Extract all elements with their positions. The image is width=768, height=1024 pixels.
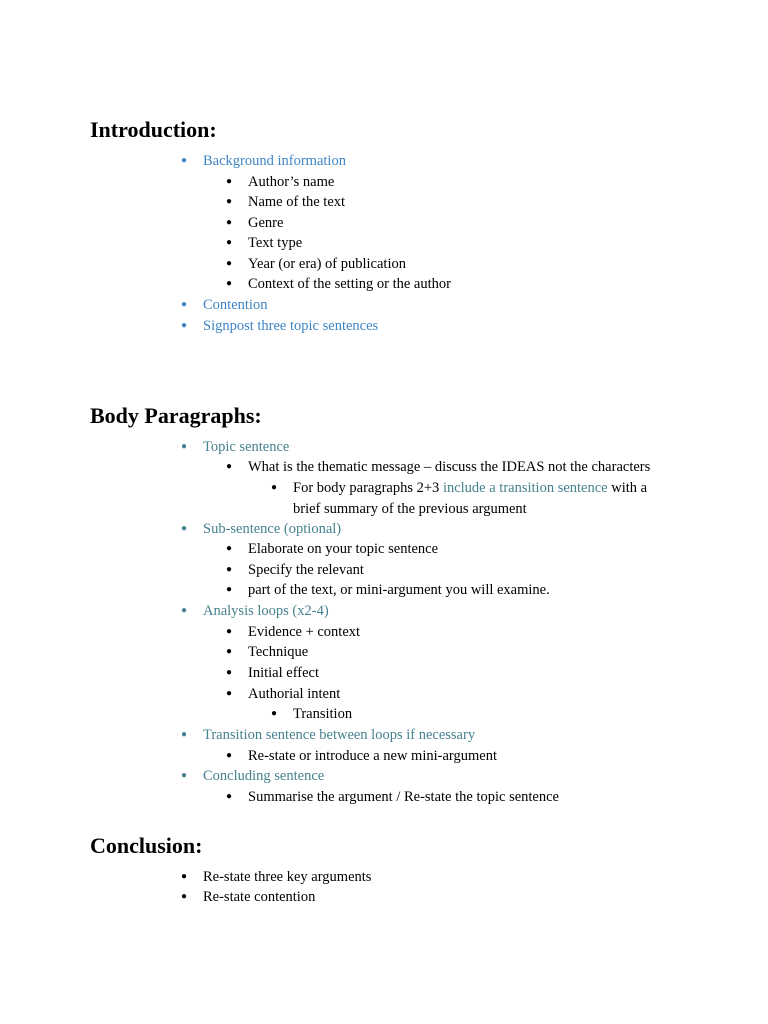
- bullet-icon: ●: [226, 667, 233, 678]
- list-item-label: Genre: [248, 215, 284, 231]
- list-item-label: Concluding sentence: [203, 768, 325, 784]
- list-item-transition-note: [271, 478, 648, 498]
- list-item-technique: [226, 642, 309, 662]
- list-item-context: [226, 274, 451, 294]
- list-item-label: Elaborate on your topic sentence: [248, 541, 439, 557]
- list-item-label: part of the text, or mini-argument you will examine.: [248, 582, 550, 598]
- bullet-icon: ●: [226, 584, 233, 595]
- list-item-label: Authorial intent: [248, 686, 341, 702]
- list-item-label: Signpost three topic sentences: [203, 318, 379, 334]
- conclusion-heading: Conclusion:: [90, 833, 203, 858]
- bullet-icon: ●: [226, 688, 233, 699]
- transition-note-part1: For body paragraphs 2+3: [293, 480, 443, 496]
- bullet-icon: ●: [226, 258, 233, 269]
- list-item-summarise: [226, 787, 559, 807]
- bullet-icon: ●: [181, 299, 188, 310]
- list-item-topic-sentence: [181, 437, 290, 457]
- list-item-part-of-text: [226, 580, 550, 600]
- list-item-label: Transition: [293, 706, 353, 722]
- list-item-label: Contention: [203, 297, 268, 313]
- bullet-icon: ●: [226, 646, 233, 657]
- bullet-icon: ●: [271, 708, 278, 719]
- bullet-icon: ●: [181, 605, 188, 616]
- list-item-contention: [181, 295, 268, 315]
- list-item-text-type: [226, 233, 303, 253]
- bullet-icon: ●: [226, 196, 233, 207]
- list-item-label: Technique: [248, 644, 309, 660]
- list-item-signpost: [181, 316, 379, 336]
- list-item-label: Text type: [248, 235, 303, 251]
- list-item-label: Re-state three key arguments: [203, 869, 372, 885]
- list-item-transition: [271, 704, 353, 724]
- list-item-label: Summarise the argument / Re-state the topic sentence: [248, 789, 559, 805]
- list-item-label: Sub-sentence (optional): [203, 521, 342, 537]
- bullet-icon: ●: [181, 871, 188, 882]
- list-item-genre: [226, 213, 284, 233]
- bullet-icon: ●: [181, 770, 188, 781]
- bullet-icon: ●: [226, 564, 233, 575]
- list-item-restate-mini-argument: [226, 746, 497, 766]
- list-item-thematic-message: [226, 457, 651, 477]
- list-item-year-of-publication: [226, 254, 406, 274]
- body-paragraphs-heading: Body Paragraphs:: [90, 403, 262, 428]
- list-item-initial-effect: [226, 663, 319, 683]
- list-item-evidence: [226, 622, 361, 642]
- bullet-icon: ●: [226, 626, 233, 637]
- list-item-label: Author’s name: [248, 174, 335, 190]
- list-item-label: Evidence + context: [248, 624, 361, 640]
- list-item-specify: [226, 560, 364, 580]
- list-item-label: Specify the relevant: [248, 562, 364, 578]
- list-item-name-of-text: [226, 192, 346, 212]
- introduction-heading: Introduction:: [90, 117, 217, 142]
- bullet-icon: ●: [226, 461, 233, 472]
- list-item-sub-sentence: [181, 519, 342, 539]
- bullet-icon: ●: [226, 278, 233, 289]
- list-item-background-information: [181, 151, 346, 171]
- list-item-label: Re-state contention: [203, 889, 316, 905]
- list-item-label: Transition sentence between loops if necessary: [203, 727, 476, 743]
- list-item-authorial-intent: [226, 684, 341, 704]
- list-item-authors-name: [226, 172, 335, 192]
- bullet-icon: ●: [181, 155, 188, 166]
- bullet-icon: ●: [181, 320, 188, 331]
- list-item-restate-key-arguments: [181, 867, 372, 887]
- transition-note-highlight: include a transition sentence: [442, 480, 608, 496]
- bullet-icon: ●: [181, 891, 188, 902]
- bullet-icon: ●: [181, 729, 188, 740]
- list-item-label: Analysis loops (x2-4): [203, 603, 329, 619]
- list-item-label: Year (or era) of publication: [248, 256, 406, 272]
- list-item-label: Re-state or introduce a new mini-argument: [248, 748, 497, 764]
- bullet-icon: ●: [181, 523, 188, 534]
- list-item-transition-between-loops: [181, 725, 476, 745]
- bullet-icon: ●: [271, 482, 278, 493]
- list-item-label: Context of the setting or the author: [248, 276, 451, 292]
- list-item-label: Background information: [203, 153, 346, 169]
- list-item-label: Topic sentence: [203, 439, 290, 455]
- bullet-icon: ●: [181, 441, 188, 452]
- bullet-icon: ●: [226, 176, 233, 187]
- list-item-label: What is the thematic message – discuss the IDEAS not the characters: [248, 459, 651, 475]
- list-item-label: Name of the text: [248, 194, 346, 210]
- list-item-elaborate: [226, 539, 439, 559]
- bullet-icon: ●: [226, 217, 233, 228]
- list-item-analysis-loops: [181, 601, 329, 621]
- bullet-icon: ●: [226, 791, 233, 802]
- bullet-icon: ●: [226, 237, 233, 248]
- list-item-label: Initial effect: [248, 665, 319, 681]
- transition-note-part2: with a: [607, 480, 648, 496]
- transition-note-line2: brief summary of the previous argument: [293, 501, 527, 517]
- bullet-icon: ●: [226, 543, 233, 554]
- list-item-restate-contention: [181, 887, 316, 907]
- bullet-icon: ●: [226, 750, 233, 761]
- list-item-concluding-sentence: [181, 766, 325, 786]
